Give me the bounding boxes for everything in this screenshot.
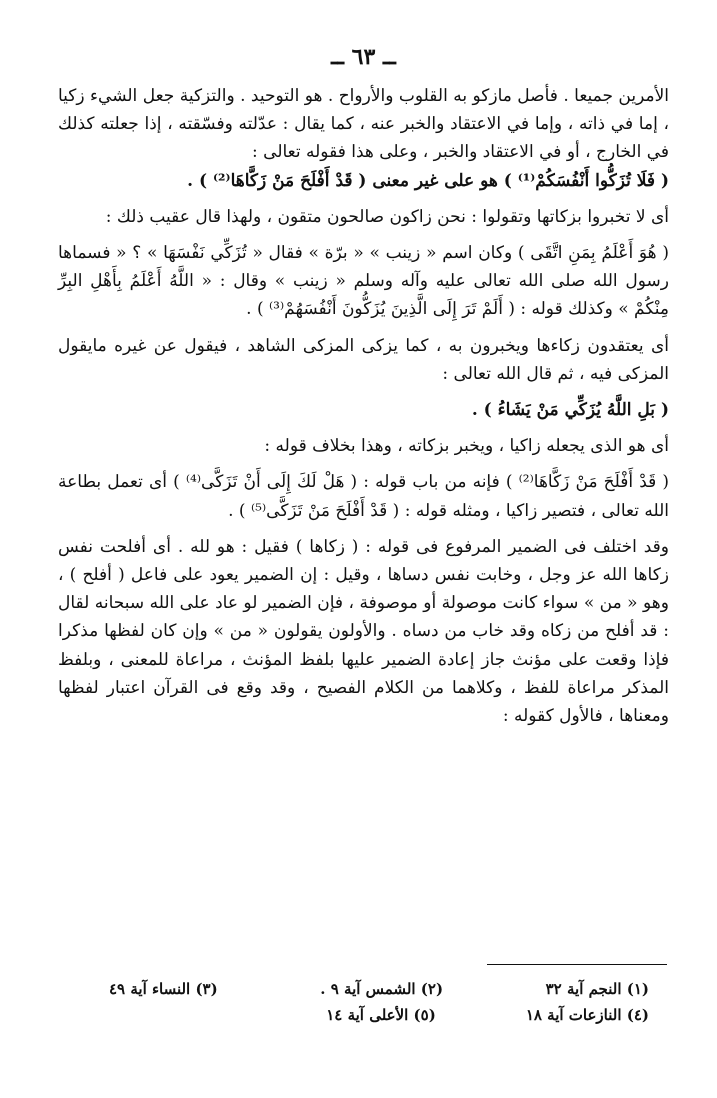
footnotes — [109, 976, 649, 1028]
footnote-row — [109, 1002, 649, 1028]
footnote-item: (٥) الأعلى آية ١٤ — [326, 1006, 436, 1024]
quran-verse-line: ( فَلَا تُزَكُّوا أَنْفُسَكُمْ⁽¹⁾ ) هو على غير معنى ( قَدْ أَفْلَحَ مَنْ زَكَّاهَا⁽²⁾ ) . — [187, 170, 669, 191]
footnote-divider — [487, 964, 667, 965]
paragraph-belief: أى يعتقدون زكاءها ويخبرون به ، كما يزكى المزكى الشاهد ، فيقول عن غيره مايقول المزكى فيه ، ثم قال الله تعالى : — [58, 335, 669, 384]
paragraph-explanation: أى لا تخبروا بزكاتها وتقولوا : نحن زاكون صالحون متقون ، ولهذا قال عقيب ذلك : — [105, 206, 669, 227]
footnote-item: (٢) الشمس آية ٩ . — [320, 980, 444, 998]
footnote-item: (٣) النساء آية ٤٩ — [109, 980, 218, 998]
paragraph-contrast: أى هو الذى يجعله زاكيا ، ويخبر بزكاته ، وهذا بخلاف قوله : — [264, 436, 669, 457]
paragraph-aflaha: ( قَدْ أَفْلَحَ مَنْ زَكَّاهَا⁽²⁾ ) فإنه من باب قوله : ( هَلْ لَكَ إِلَى أَنْ تَزَكَّى⁽⁴⁾ ) أى تعمل بطاعة الله تعالى ، فتصير زاكيا ، ومثله قوله : ( قَدْ أَفْلَحَ مَنْ تَزَكَّى⁽⁵⁾ ) . — [58, 472, 669, 521]
footnote-row — [109, 976, 649, 1002]
paragraph-pronoun: وقد اختلف فى الضمير المرفوع فى قوله : ( زكاها ) فقيل : هو لله . أى أفلحت نفس زكاها الله عز وجل ، وخابت نفس دساها ، وقيل : إن الضمير يعود على فاعل ( أفلح ) ، وهو « من » سواء كانت موصولة أو موصوفة ، فإن الضمير لو عاد على الله سبحانه لقال : قد أفلح من زكاه وقد خاب من دساه . والأولون يقولون « من » وإن كان لفظها مذكرا فإذا وقعت على مؤنث جاز إعادة الضمير عليها بلفظ المؤنث ، مراعاة للمعنى ، وبلفظ المذكر مراعاة للفظ ، وكلاهما من الكلام الفصيح ، وقد وقع فى القرآن اعتبار لفظها ومعناها ، فالأول كقوله : — [58, 536, 669, 727]
page-body — [58, 82, 669, 730]
page-number: ــ ٦٣ ــ — [331, 44, 396, 70]
paragraph-zaynab: ( هُوَ أَعْلَمُ بِمَنِ اتَّقَى ) وكان اسم « زينب » « برّة » فقال « تُزَكِّي نَفْسَهَا » ؟ « فسماها رسول الله صلى الله تعالى عليه وآله وسلم « زينب » وقال : « اللَّهُ أَعْلَمُ بِأَهْلِ البِرِّ مِنْكُمْ » وكذلك قوله : ( أَلَمْ تَرَ إِلَى الَّذِينَ يُزَكُّونَ أَنْفُسَهُمْ⁽³⁾ ) . — [58, 243, 669, 320]
paragraph-tazkiya-definition: الأمرين جميعا . فأصل مازكو به القلوب والأرواح . هو التوحيد . والتزكية جعل الشيء زكيا ، إما في ذاته ، وإما في الاعتقاد والخبر عنه ، كما يقال : عدّلته وفسّقته ، إذا جعلته كذلك في الخارج ، أو في الاعتقاد والخبر ، وعلى هذا فقوله تعالى : — [58, 86, 669, 163]
footnote-item: (١) النجم آية ٣٢ — [545, 980, 649, 998]
quran-verse-line: ( بَلِ اللَّهُ يُزَكِّي مَنْ يَشَاءُ ) . — [471, 400, 669, 421]
footnote-item: (٤) النازعات آية ١٨ — [525, 1006, 649, 1024]
